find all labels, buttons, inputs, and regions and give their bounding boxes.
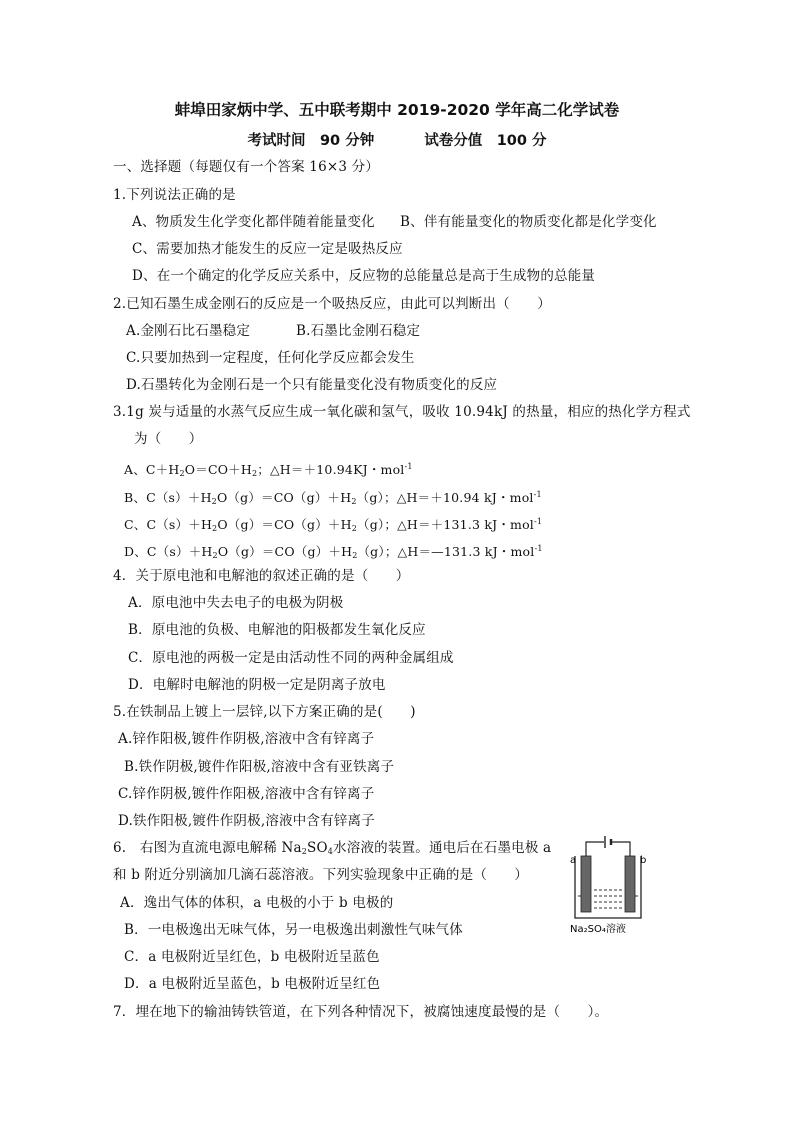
q5-option-c: C.锌作阴极,镀件作阳极,溶液中含有锌离子 [118, 786, 375, 802]
q1-option-b: B、伴有能量变化的物质变化都是化学变化 [400, 214, 657, 230]
circuit-wire [586, 842, 630, 864]
q1-option-a: A、物质发生化学变化都伴随着能量变化 [132, 214, 375, 230]
q7-stem: 7．埋在地下的输油铸铁管道，在下列各种情况下，被腐蚀速度最慢的是（ ）。 [113, 1004, 609, 1020]
q6-option-d: D．a 电极附近呈蓝色，b 电极附近呈红色 [124, 976, 381, 992]
q5-stem: 5.在铁制品上镀上一层锌,以下方案正确的是( ) [113, 704, 416, 720]
q5-option-d: D.铁作阳极,镀件作阴极,溶液中含有锌离子 [118, 813, 375, 829]
q5-option-a: A.锌作阳极,镀件作阴极,溶液中含有锌离子 [118, 731, 375, 747]
exam-title: 蚌埠田家炳中学、五中联考期中 2019-2020 学年高二化学试卷 [174, 101, 620, 119]
q6-option-a: A．逸出气体的体积，a 电极的小于 b 电极的 [120, 895, 394, 911]
q6-stem-line2: 和 b 附近分别滴加几滴石蕊溶液。下列实验现象中正确的是（ ） [113, 867, 529, 883]
q3-option-d: D、$C(s)+H_2O(g)=CO(g)+H_2(g)$；△H＝—131.3 kJ・mol$^{-1}$ [124, 544, 543, 560]
q3-stem-line2: 为（ ） [134, 431, 203, 447]
q3-option-c: C、$C(s)+H_2O(g)=CO(g)+H_2(g)$；△H＝＋131.3 kJ・mol$^{-1}$ [124, 517, 543, 533]
q2-option-b: B.石墨比金刚石稳定 [296, 323, 421, 339]
q4-option-c: C．原电池的两极一定是由活动性不同的两种金属组成 [128, 650, 454, 666]
q1-option-d: D、在一个确定的化学反应关系中，反应物的总能量总是高于生成物的总能量 [132, 268, 596, 284]
exam-score: 试卷分值 100 分 [424, 133, 547, 149]
q5-option-b: B.铁作阴极,镀件作阳极,溶液中含有亚铁离子 [124, 759, 395, 775]
q6-stem-line1: 6. 右图为直流电源电解稀 $Na_2SO_4$水溶液的装置。通电后在石墨电极 a [113, 840, 552, 856]
q6-option-b: B．一电极逸出无味气体，另一电极逸出刺激性气味气体 [124, 922, 463, 938]
figure-caption: Na₂SO₄溶液 [570, 924, 626, 935]
q2-stem: 2.已知石墨生成金刚石的反应是一个吸热反应，由此可以判断出（ ） [113, 296, 551, 312]
q2-option-a: A.金刚石比石墨稳定 [126, 323, 251, 339]
q1-option-c: C、需要加热才能发生的反应一定是吸热反应 [132, 241, 403, 257]
section-heading: 一、选择题（每题仅有一个答案 16×3 分） [113, 159, 380, 175]
q2-option-c: C.只要加热到一定程度，任何化学反应都会发生 [126, 350, 415, 366]
q3-option-b: B、$C(s)+H_2O(g)=CO(g)+H_2(g)$；△H＝＋10.94 kJ・mol$^{-1}$ [124, 490, 542, 506]
exam-time: 考试时间 90 分钟 [247, 133, 375, 149]
exam-info [0, 129, 794, 150]
label-a: a [570, 855, 577, 866]
q2-option-d: D.石墨转化为金刚石是一个只有能量变化没有物质变化的反应 [126, 377, 498, 393]
q3-stem-line1: 3.1g 炭与适量的水蒸气反应生成一氧化碳和氢气，吸收 10.94kJ 的热量，相应的热化学方程式 [113, 404, 691, 420]
electrolysis-apparatus-figure [568, 834, 648, 940]
q3-option-a: A、$C+H_2O=CO+H_2$；△H＝＋10.94KJ・mol$^{-1}$ [124, 462, 413, 478]
q6-option-c: C．a 电极附近呈红色，b 电极附近呈蓝色 [124, 949, 380, 965]
label-b: b [640, 855, 647, 866]
q4-stem: 4．关于原电池和电解池的叙述正确的是（ ） [113, 568, 410, 584]
q4-option-b: B．原电池的负极、电解池的阳极都发生氧化反应 [128, 622, 426, 638]
electrode-a [581, 856, 591, 912]
q4-option-a: A．原电池中失去电子的电极为阴极 [128, 595, 344, 611]
q4-option-d: D．电解时电解池的阴极一定是阴离子放电 [128, 677, 386, 693]
q1-stem: 1.下列说法正确的是 [113, 187, 236, 203]
electrode-b [625, 856, 635, 912]
